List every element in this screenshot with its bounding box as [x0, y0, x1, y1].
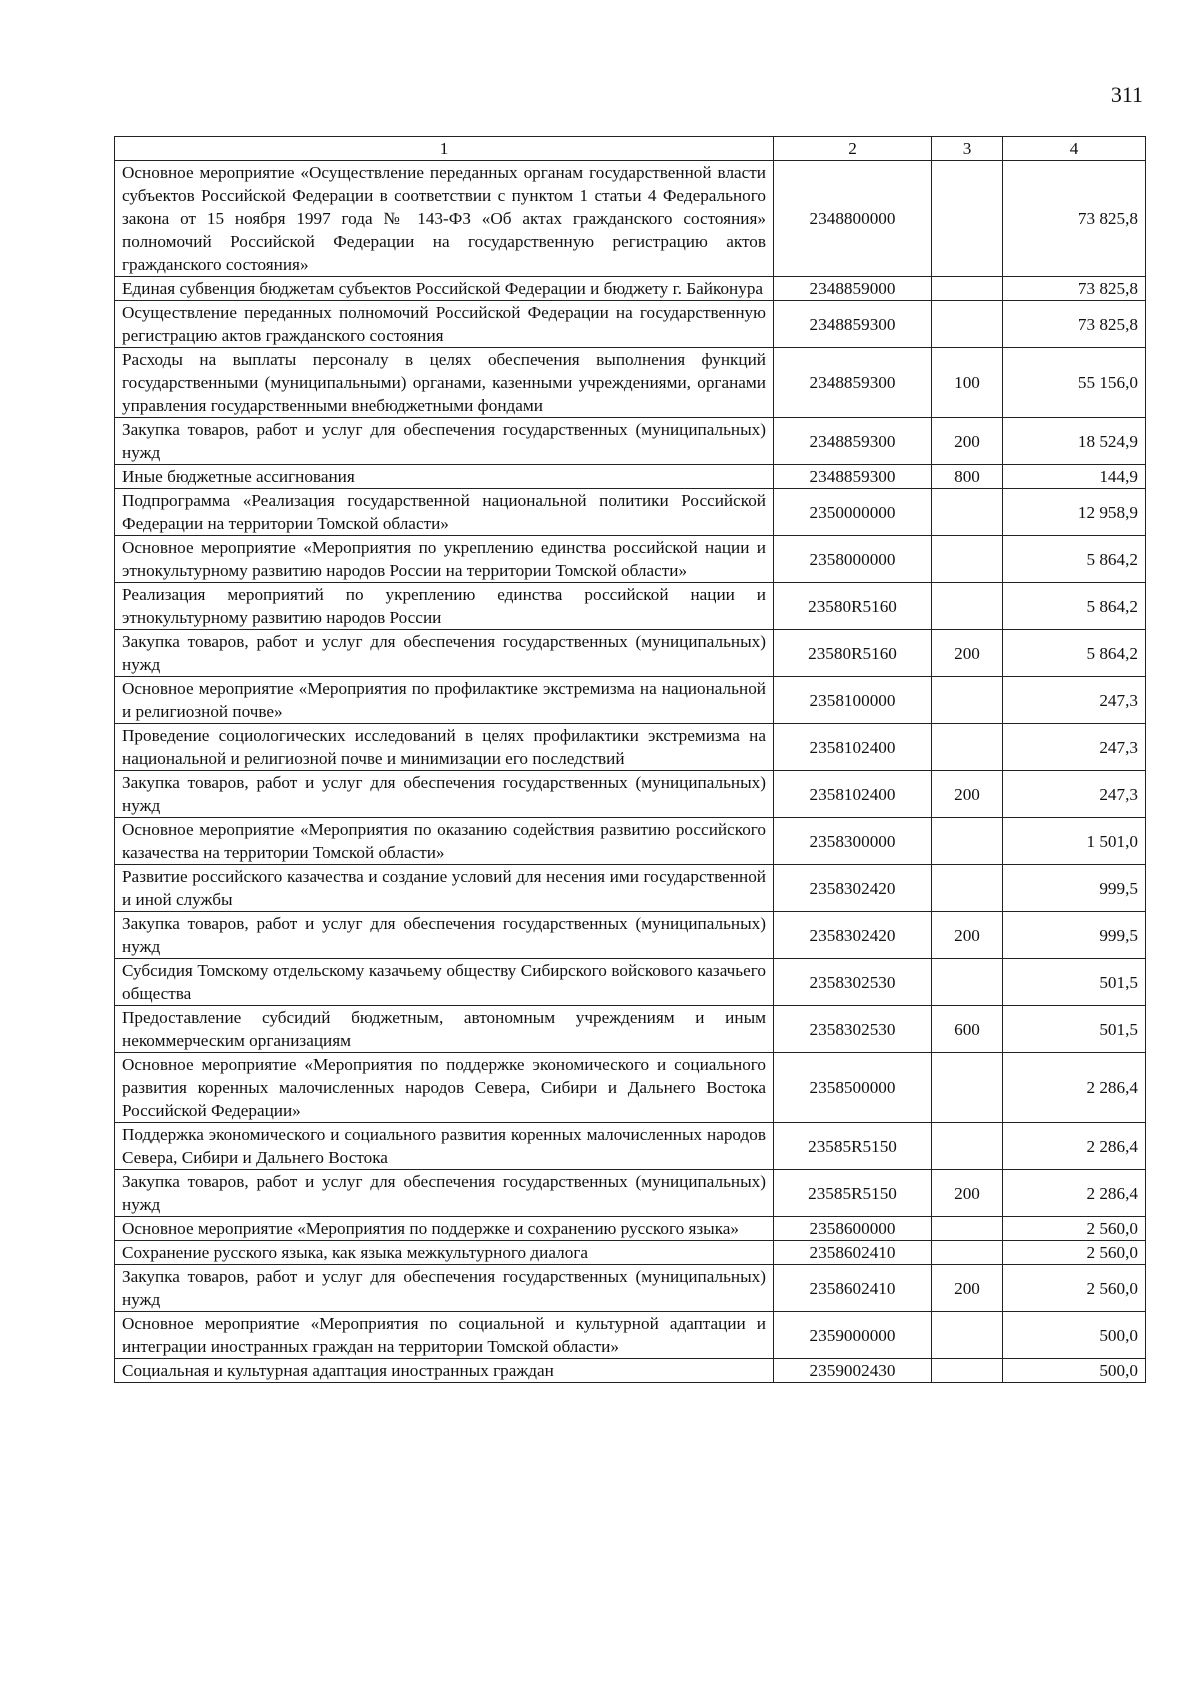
row-amount: 5 864,2 [1003, 536, 1146, 583]
row-amount: 500,0 [1003, 1312, 1146, 1359]
row-description: Основное мероприятие «Мероприятия по профилактике экстремизма на национальной и религиозной почве» [115, 677, 774, 724]
table-row [115, 301, 1146, 348]
row-amount: 247,3 [1003, 771, 1146, 818]
row-target-code: 2358302420 [774, 865, 932, 912]
row-target-code: 2359002430 [774, 1359, 932, 1383]
row-target-code: 2358300000 [774, 818, 932, 865]
row-description: Иные бюджетные ассигнования [115, 465, 774, 489]
row-amount: 55 156,0 [1003, 348, 1146, 418]
row-target-code: 2358602410 [774, 1265, 932, 1312]
page-number: 311 [1110, 82, 1143, 107]
row-amount: 501,5 [1003, 959, 1146, 1006]
row-description: Основное мероприятие «Мероприятия по укреплению единства российской нации и этнокультурному развитию народов России на территории Томской области» [115, 536, 774, 583]
row-description: Субсидия Томскому отдельскому казачьему обществу Сибирского войскового казачьего общества [115, 959, 774, 1006]
row-amount: 73 825,8 [1003, 277, 1146, 301]
row-target-code: 2358302420 [774, 912, 932, 959]
table-row [115, 1123, 1146, 1170]
row-description: Основное мероприятие «Мероприятия по поддержке и сохранению русского языка» [115, 1217, 774, 1241]
row-description: Проведение социологических исследований в целях профилактики экстремизма на национальной и религиозной почве и минимизации его последствий [115, 724, 774, 771]
row-expense-type [932, 583, 1003, 630]
table-row [115, 865, 1146, 912]
row-amount: 2 286,4 [1003, 1123, 1146, 1170]
row-description: Закупка товаров, работ и услуг для обеспечения государственных (муниципальных) нужд [115, 771, 774, 818]
row-expense-type [932, 1359, 1003, 1383]
row-expense-type: 200 [932, 418, 1003, 465]
row-target-code: 23580R5160 [774, 583, 932, 630]
row-expense-type [932, 489, 1003, 536]
row-target-code: 2358102400 [774, 771, 932, 818]
row-target-code: 2359000000 [774, 1312, 932, 1359]
column-header-1: 1 [115, 137, 774, 161]
row-description: Поддержка экономического и социального развития коренных малочисленных народов Севера, Сибири и Дальнего Востока [115, 1123, 774, 1170]
row-expense-type: 200 [932, 630, 1003, 677]
table-row [115, 1170, 1146, 1217]
row-amount: 2 560,0 [1003, 1217, 1146, 1241]
row-amount: 2 286,4 [1003, 1053, 1146, 1123]
table-row [115, 959, 1146, 1006]
table-row [115, 465, 1146, 489]
row-amount: 5 864,2 [1003, 583, 1146, 630]
table-row [115, 1265, 1146, 1312]
row-expense-type [932, 161, 1003, 277]
row-target-code: 2358102400 [774, 724, 932, 771]
row-expense-type: 100 [932, 348, 1003, 418]
table-header-row [115, 137, 1146, 161]
table-row [115, 1359, 1146, 1383]
row-expense-type [932, 1217, 1003, 1241]
table-row [115, 536, 1146, 583]
row-target-code: 2348800000 [774, 161, 932, 277]
row-target-code: 2358302530 [774, 959, 932, 1006]
row-amount: 247,3 [1003, 677, 1146, 724]
row-expense-type [932, 536, 1003, 583]
row-amount: 2 560,0 [1003, 1241, 1146, 1265]
table-row [115, 161, 1146, 277]
row-expense-type [932, 1312, 1003, 1359]
row-amount: 1 501,0 [1003, 818, 1146, 865]
row-description: Расходы на выплаты персоналу в целях обеспечения выполнения функций государственными (муниципальными) органами, казенными учреждениями, органами управления государственными внебюджетными фондами [115, 348, 774, 418]
table-row [115, 348, 1146, 418]
row-description: Сохранение русского языка, как языка межкультурного диалога [115, 1241, 774, 1265]
table-row [115, 418, 1146, 465]
row-description: Основное мероприятие «Мероприятия по оказанию содействия развитию российского казачества на территории Томской области» [115, 818, 774, 865]
row-description: Основное мероприятие «Осуществление переданных органам государственной власти субъектов Российской Федерации в соответствии с пунктом 1 статьи 4 Федерального закона от 15 ноября 1997 года № 143-ФЗ «Об актах гражданского состояния» полномочий Российской Федерации на государственную регистрацию актов гражданского состояния» [115, 161, 774, 277]
row-expense-type [932, 677, 1003, 724]
row-amount: 2 560,0 [1003, 1265, 1146, 1312]
row-expense-type [932, 301, 1003, 348]
table-row [115, 771, 1146, 818]
row-target-code: 2358500000 [774, 1053, 932, 1123]
row-expense-type [932, 865, 1003, 912]
row-expense-type: 200 [932, 771, 1003, 818]
row-amount: 999,5 [1003, 912, 1146, 959]
column-header-4: 4 [1003, 137, 1146, 161]
row-expense-type [932, 1053, 1003, 1123]
row-amount: 5 864,2 [1003, 630, 1146, 677]
row-expense-type: 200 [932, 1265, 1003, 1312]
row-target-code: 2348859300 [774, 418, 932, 465]
table-row [115, 1241, 1146, 1265]
row-target-code: 2348859300 [774, 348, 932, 418]
table-body [115, 161, 1146, 1383]
table-row [115, 489, 1146, 536]
row-amount: 247,3 [1003, 724, 1146, 771]
table-row [115, 912, 1146, 959]
row-description: Осуществление переданных полномочий Российской Федерации на государственную регистрацию актов гражданского состояния [115, 301, 774, 348]
row-target-code: 23585R5150 [774, 1170, 932, 1217]
table-row [115, 1312, 1146, 1359]
row-amount: 73 825,8 [1003, 301, 1146, 348]
row-target-code: 2348859300 [774, 301, 932, 348]
row-amount: 18 524,9 [1003, 418, 1146, 465]
row-description: Закупка товаров, работ и услуг для обеспечения государственных (муниципальных) нужд [115, 1265, 774, 1312]
row-expense-type [932, 818, 1003, 865]
table-row [115, 818, 1146, 865]
row-description: Социальная и культурная адаптация иностранных граждан [115, 1359, 774, 1383]
row-description: Закупка товаров, работ и услуг для обеспечения государственных (муниципальных) нужд [115, 418, 774, 465]
column-header-3: 3 [932, 137, 1003, 161]
row-amount: 999,5 [1003, 865, 1146, 912]
table-row [115, 1006, 1146, 1053]
row-description: Подпрограмма «Реализация государственной национальной политики Российской Федерации на территории Томской области» [115, 489, 774, 536]
row-target-code: 2358302530 [774, 1006, 932, 1053]
row-expense-type [932, 1123, 1003, 1170]
row-description: Основное мероприятие «Мероприятия по социальной и культурной адаптации и интеграции иностранных граждан на территории Томской области» [115, 1312, 774, 1359]
row-description: Закупка товаров, работ и услуг для обеспечения государственных (муниципальных) нужд [115, 912, 774, 959]
row-expense-type [932, 959, 1003, 1006]
row-target-code: 2358100000 [774, 677, 932, 724]
table-row [115, 1053, 1146, 1123]
row-amount: 144,9 [1003, 465, 1146, 489]
row-target-code: 23585R5150 [774, 1123, 932, 1170]
row-amount: 501,5 [1003, 1006, 1146, 1053]
row-expense-type: 800 [932, 465, 1003, 489]
column-header-2: 2 [774, 137, 932, 161]
row-target-code: 2350000000 [774, 489, 932, 536]
row-target-code: 2348859000 [774, 277, 932, 301]
row-amount: 2 286,4 [1003, 1170, 1146, 1217]
row-amount: 500,0 [1003, 1359, 1146, 1383]
row-target-code: 2358600000 [774, 1217, 932, 1241]
table-row [115, 724, 1146, 771]
row-target-code: 23580R5160 [774, 630, 932, 677]
row-target-code: 2358602410 [774, 1241, 932, 1265]
row-amount: 12 958,9 [1003, 489, 1146, 536]
row-target-code: 2358000000 [774, 536, 932, 583]
row-expense-type: 600 [932, 1006, 1003, 1053]
table-row [115, 630, 1146, 677]
table-row [115, 277, 1146, 301]
table-row [115, 677, 1146, 724]
row-description: Закупка товаров, работ и услуг для обеспечения государственных (муниципальных) нужд [115, 1170, 774, 1217]
row-expense-type [932, 1241, 1003, 1265]
row-target-code: 2348859300 [774, 465, 932, 489]
row-description: Единая субвенция бюджетам субъектов Российской Федерации и бюджету г. Байконура [115, 277, 774, 301]
budget-table [114, 136, 1146, 1383]
row-description: Закупка товаров, работ и услуг для обеспечения государственных (муниципальных) нужд [115, 630, 774, 677]
row-expense-type: 200 [932, 912, 1003, 959]
row-description: Предоставление субсидий бюджетным, автономным учреждениям и иным некоммерческим организациям [115, 1006, 774, 1053]
table-row [115, 583, 1146, 630]
row-description: Развитие российского казачества и создание условий для несения ими государственной и иной службы [115, 865, 774, 912]
row-description: Реализация мероприятий по укреплению единства российской нации и этнокультурному развитию народов России [115, 583, 774, 630]
table-row [115, 1217, 1146, 1241]
row-expense-type [932, 277, 1003, 301]
row-description: Основное мероприятие «Мероприятия по поддержке экономического и социального развития коренных малочисленных народов Севера, Сибири и Дальнего Востока Российской Федерации» [115, 1053, 774, 1123]
row-expense-type: 200 [932, 1170, 1003, 1217]
row-amount: 73 825,8 [1003, 161, 1146, 277]
row-expense-type [932, 724, 1003, 771]
